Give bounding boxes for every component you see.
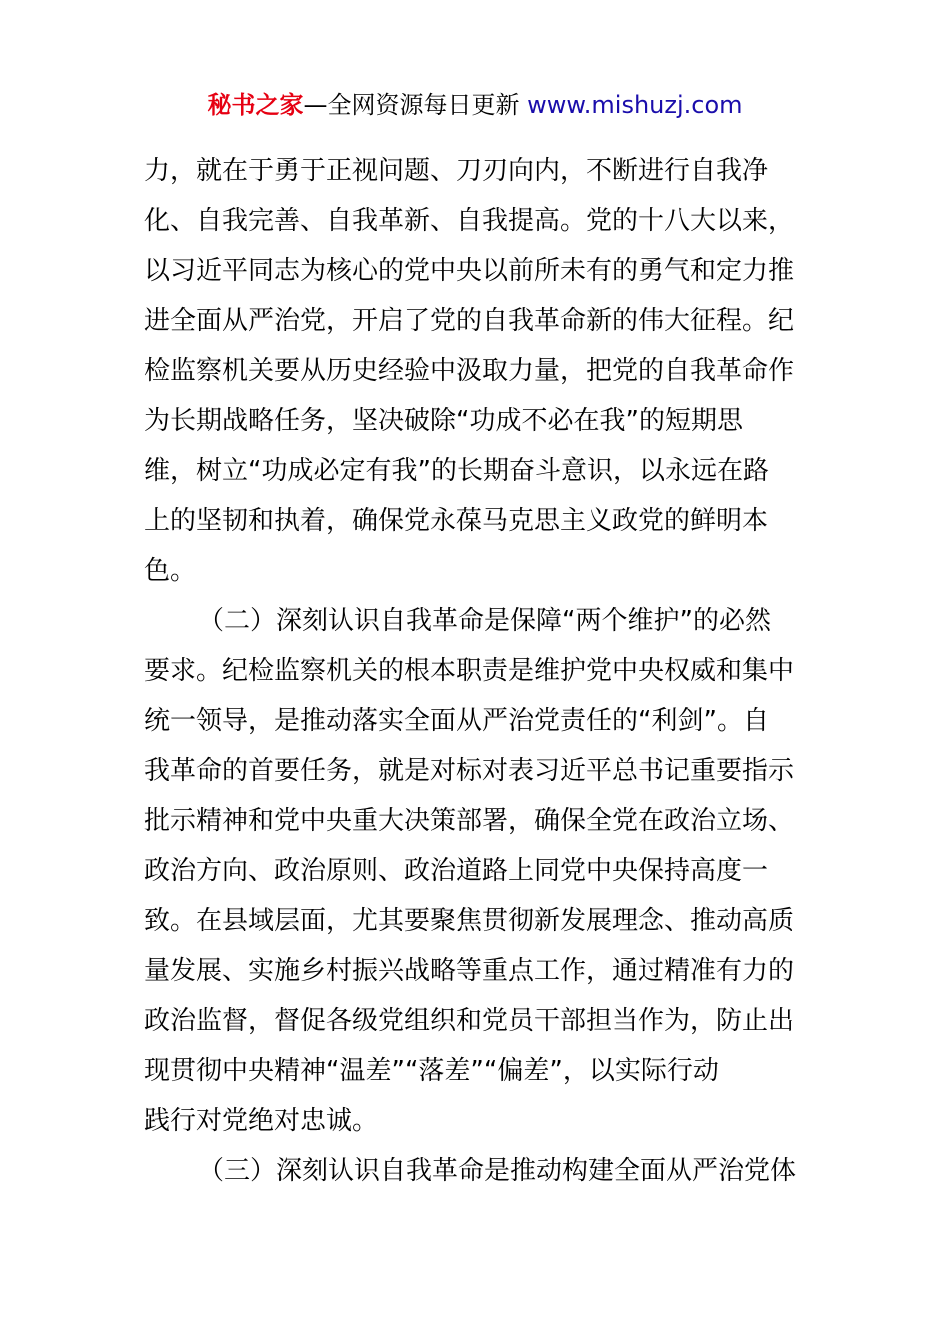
text-line: 化、自我完善、自我革新、自我提高。党的十八大以来，	[144, 206, 795, 236]
site-tagline: —全网资源每日更新	[303, 91, 528, 119]
document-body	[144, 146, 806, 1196]
text-line: 上的坚韧和执着，确保党永葆马克思主义政党的鲜明本	[144, 506, 769, 536]
text-line: 色。	[144, 556, 197, 586]
text-line: 致。在县域层面，尤其要聚焦贯彻新发展理念、推动高质	[144, 906, 795, 936]
text-line: 维，树立“功成必定有我”的长期奋斗意识，以永远在路	[144, 456, 769, 486]
text-line: 现贯彻中央精神“温差”“落差”“偏差”，以实际行动	[144, 1056, 719, 1086]
text-line: 政治方向、政治原则、政治道路上同党中央保持高度一	[144, 856, 769, 886]
text-line: 进全面从严治党，开启了党的自我革命新的伟大征程。纪	[144, 306, 795, 336]
site-brand: 秘书之家	[207, 91, 304, 119]
text-line: 为长期战略任务，坚决破除“功成不必在我”的短期思	[144, 406, 743, 436]
text-line: 量发展、实施乡村振兴战略等重点工作，通过精准有力的	[144, 956, 795, 986]
section-heading-line: （三）深刻认识自我革命是推动构建全面从严治党体	[198, 1156, 797, 1186]
text-line: 要求。纪检监察机关的根本职责是维护党中央权威和集中	[144, 656, 795, 686]
text-line: 我革命的首要任务，就是对标对表习近平总书记重要指示	[144, 756, 795, 786]
section-heading-line: （二）深刻认识自我革命是保障“两个维护”的必然	[198, 606, 771, 636]
text-line: 力，就在于勇于正视问题、刀刃向内，不断进行自我净	[144, 156, 769, 186]
text-line: 政治监督，督促各级党组织和党员干部担当作为，防止出	[144, 1006, 795, 1036]
site-header	[0, 88, 950, 122]
text-line: 以习近平同志为核心的党中央以前所未有的勇气和定力推	[144, 256, 795, 286]
text-line: 批示精神和党中央重大决策部署，确保全党在政治立场、	[144, 806, 795, 836]
text-line: 践行对党绝对忠诚。	[144, 1106, 379, 1136]
site-url-link[interactable]: www.mishuzj.com	[527, 91, 743, 119]
text-line: 检监察机关要从历史经验中汲取力量，把党的自我革命作	[144, 356, 795, 386]
text-line: 统一领导，是推动落实全面从严治党责任的“利剑”。自	[144, 706, 769, 736]
